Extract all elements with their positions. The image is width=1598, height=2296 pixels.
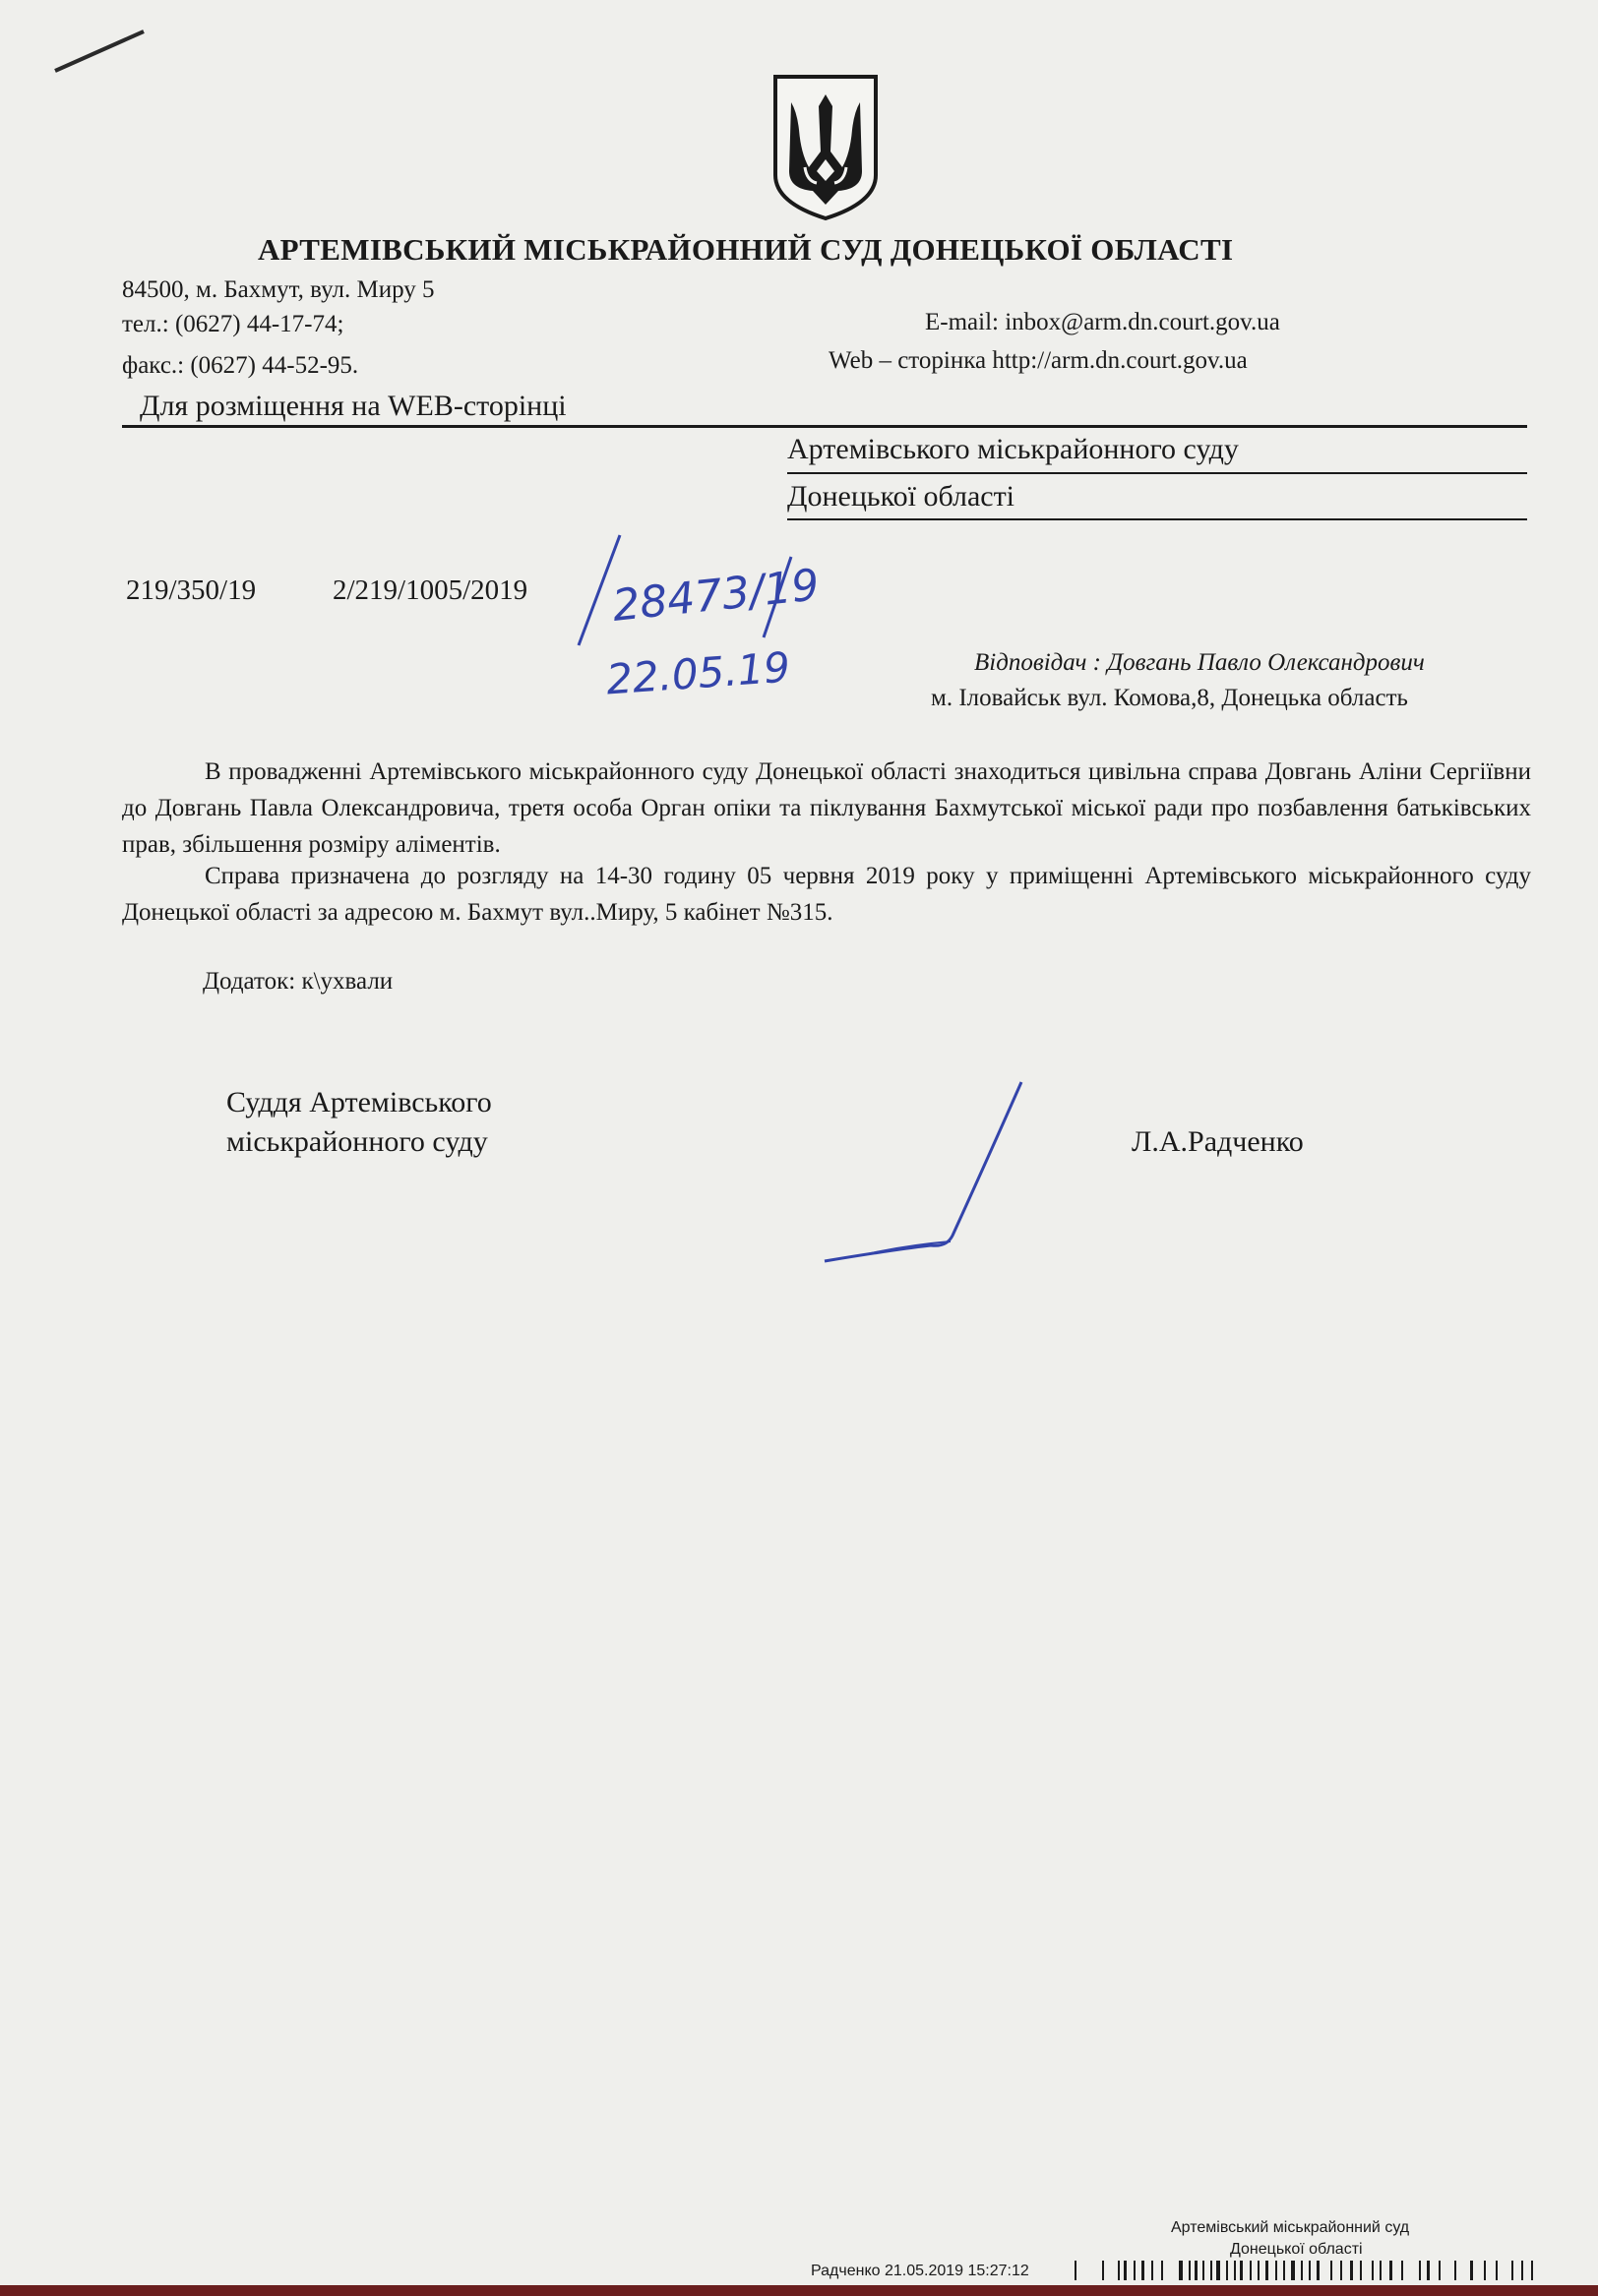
defendant-address: м. Іловайськ вул. Комова,8, Донецька область [931, 685, 1408, 711]
pen-mark [51, 28, 150, 82]
stamp-line-3: Радченко 21.05.2019 15:27:12 [811, 2263, 1029, 2279]
body-paragraph-2-text: Справа призначена до розгляду на 14-30 годину 05 червня 2019 року у приміщенні Артемівського міськрайонного суду Донецької області за адресою м. Бахмут вул..Миру, 5 кабінет №315. [122, 863, 1531, 926]
defendant-name: Відповідач : Довгань Павло Олександрович [974, 649, 1425, 676]
coat-of-arms-emblem [769, 73, 882, 227]
court-email: E-mail: inbox@arm.dn.court.gov.ua [925, 309, 1280, 335]
header-divider [122, 425, 1527, 428]
court-address: 84500, м. Бахмут, вул. Миру 5 [122, 276, 435, 303]
stamp-line-1: Артемівський міськрайонний суд [1171, 2219, 1410, 2236]
judge-position-line-2: міськрайонного суду [226, 1125, 488, 1158]
judge-name: Л.А.Радченко [1132, 1125, 1304, 1158]
attachment-note: Додаток: к\ухвали [203, 968, 394, 995]
recipient-underline-2 [787, 518, 1527, 520]
web-note: Для розміщення на WEB-сторінці [140, 390, 567, 422]
recipient-underline-1 [787, 472, 1527, 474]
body-paragraph-2 [122, 858, 1531, 931]
court-web: Web – сторінка http://arm.dn.court.gov.ua [829, 347, 1248, 374]
judge-position-line-1: Суддя Артемівського [226, 1086, 492, 1118]
body-paragraph-1-text: В провадженні Артемівського міськрайонного суду Донецької області знаходиться цивільна справа Довгань Аліни Сергіївни до Довгань Павла Олександровича, третя особа Орган опіки та піклування Бахмутської міської ради про позбавлення батьківських прав, збільшення розміру аліментів. [122, 758, 1531, 858]
handwritten-date: 22.05.19 [604, 642, 792, 704]
scan-edge-bar [0, 2285, 1598, 2296]
handwritten-slash-right [758, 553, 797, 646]
recipient-line-1: Артемівського міськрайонного суду [787, 433, 1239, 465]
proceeding-number: 2/219/1005/2019 [333, 574, 528, 606]
handwritten-signature [817, 1078, 1033, 1272]
body-paragraph-1 [122, 754, 1531, 863]
recipient-line-2: Донецької області [787, 480, 1015, 513]
case-number: 219/350/19 [126, 574, 257, 606]
stamp-line-2: Донецької області [1230, 2241, 1363, 2258]
court-title: АРТЕМІВСЬКИЙ МІСЬКРАЙОННИЙ СУД ДОНЕЦЬКОЇ ОБЛАСТІ [258, 232, 1234, 267]
court-phone: тел.: (0627) 44-17-74; [122, 311, 344, 337]
court-fax: факс.: (0627) 44-52-95. [122, 352, 359, 379]
handwritten-reg-number: 28473/19 [609, 560, 822, 632]
